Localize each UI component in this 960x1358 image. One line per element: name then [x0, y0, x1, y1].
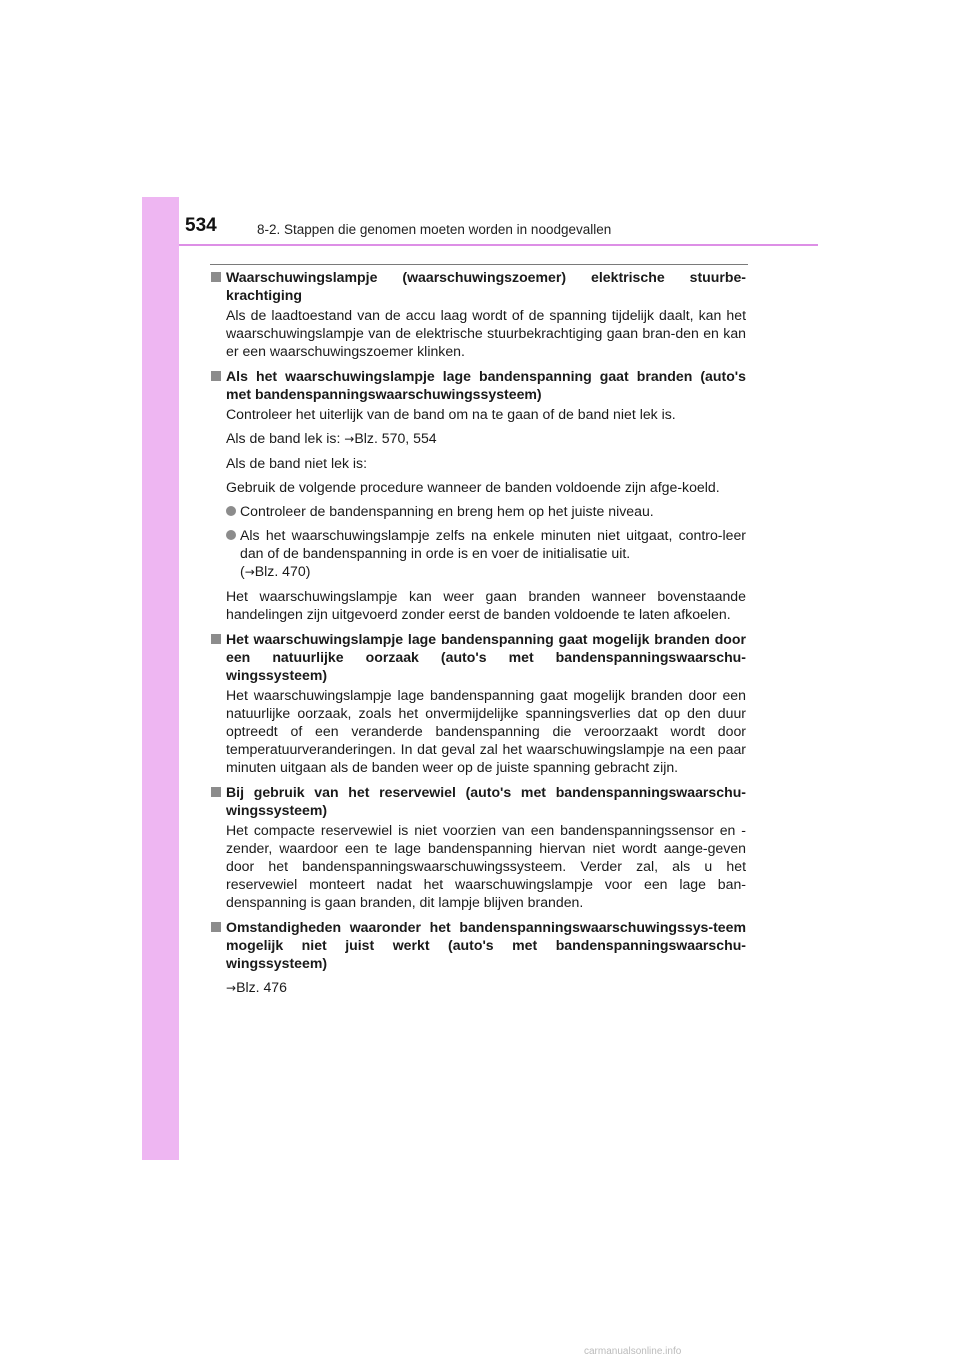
- section-title: Als het waarschuwingslampje lage bandenspanning gaat branden (auto's met bandenspanningswaarschuwingssysteem): [226, 368, 746, 402]
- chapter-sidebar-tab: [142, 197, 179, 1160]
- square-bullet-icon: [211, 371, 221, 381]
- square-bullet-icon: [211, 922, 221, 932]
- section-title: Waarschuwingslampje (waarschuwingszoemer) elektrische stuurbe-krachtiging: [226, 269, 746, 303]
- page-content: [210, 268, 746, 997]
- circle-bullet-icon: [226, 506, 236, 516]
- arrow-right-icon: →: [344, 432, 355, 446]
- square-bullet-icon: [211, 272, 221, 282]
- list-item-text: Controleer de bandenspanning en breng hem op het juiste niveau.: [240, 503, 654, 519]
- section-paragraph: Het waarschuwingslampje lage bandenspanning gaat mogelijk branden door een natuurlijke oorzaak, zoals het onvermijdelijke spanningsverlies dat op den duur optreedt of een veranderde bandenspanning die veroorzaakt wordt door temperatuurveranderingen. In dat geval zal het waarschuwingslampje na een paar minuten uitgaan als de banden weer op de juiste spanning gebracht zijn.: [226, 687, 746, 775]
- malfunction-reference: [226, 978, 746, 997]
- list-item: Als het waarschuwingslampje zelfs na enkele minuten niet uitgaat, contro-leer dan of de bandenspanning in orde is en voer de initialisatie uit. (→Blz. 470): [226, 526, 746, 581]
- section-natural-cause: [210, 630, 746, 776]
- page-reference-link[interactable]: Blz. 570, 554: [354, 430, 437, 446]
- page-number: 534: [185, 215, 217, 236]
- section-paragraph: Als de laadtoestand van de accu laag wordt of de spanning tijdelijk daalt, kan het waarschuwingslampje van de elektrische stuurbekrachtiging gaan bran-den en kan er een waarschuwingszoemer klinken.: [226, 307, 746, 359]
- section-divider: [210, 264, 748, 265]
- section-paragraph: Gebruik de volgende procedure wanneer de banden voldoende zijn afge-koeld.: [226, 479, 720, 495]
- section-title: Bij gebruik van het reservewiel (auto's met bandenspanningswaarschu-wingssysteem): [226, 784, 746, 818]
- page-reference-link[interactable]: Blz. 470: [254, 563, 306, 579]
- page-reference-link[interactable]: Blz. 476: [236, 979, 287, 995]
- watermark-text: carmanualsonline.info: [584, 1346, 682, 1357]
- section-tire-pressure-warning: [210, 367, 746, 623]
- list-item-text: Als het waarschuwingslampje zelfs na enkele minuten niet uitgaat, contro-leer dan of de bandenspanning in orde is en voer de initialisatie uit.: [240, 527, 746, 561]
- list-item: [226, 502, 746, 520]
- circle-bullet-icon: [226, 530, 236, 540]
- flat-tire-reference: [226, 429, 746, 448]
- reference-prefix: Als de band lek is:: [226, 430, 345, 446]
- section-paragraph: Als de band niet lek is:: [226, 455, 368, 471]
- square-bullet-icon: [211, 634, 221, 644]
- section-paragraph: Controleer het uiterlijk van de band om na te gaan of de band niet lek is.: [226, 406, 676, 422]
- chapter-title: 8-2. Stappen die genomen moeten worden in noodgevallen: [257, 222, 612, 237]
- section-spare-wheel: [210, 783, 746, 911]
- arrow-right-icon: →: [226, 981, 237, 995]
- arrow-right-icon: →: [244, 565, 255, 579]
- square-bullet-icon: [211, 787, 221, 797]
- page-header: [142, 197, 818, 247]
- section-title: Omstandigheden waaronder het bandenspanningswaarschuwingssys-teem mogelijk niet juist werkt (auto's met bandenspanningswaarschu-wingssysteem): [226, 919, 746, 971]
- section-system-malfunction: [210, 918, 746, 997]
- section-paragraph: Het waarschuwingslampje kan weer gaan branden wanneer bovenstaande handelingen zijn uitgevoerd zonder eerst de banden voldoende te laten afkoelen.: [226, 588, 746, 622]
- section-power-steering: [210, 268, 746, 360]
- header-divider: [179, 244, 818, 246]
- section-title: Het waarschuwingslampje lage bandenspanning gaat mogelijk branden door een natuurlijke oorzaak (auto's met bandenspanningswaarschu-wingssysteem): [226, 631, 746, 683]
- section-paragraph: Het compacte reservewiel is niet voorzien van een bandenspanningssensor en -zender, waardoor een te lage bandenspanning hiervan niet wordt aange-geven door het bandenspanningswaarschuwingssysteem. Verder zal, als u het reservewiel monteert nadat het waarschuwingslampje voor een lage ban-denspanning is gaan branden, dit lampje blijven branden.: [226, 822, 746, 910]
